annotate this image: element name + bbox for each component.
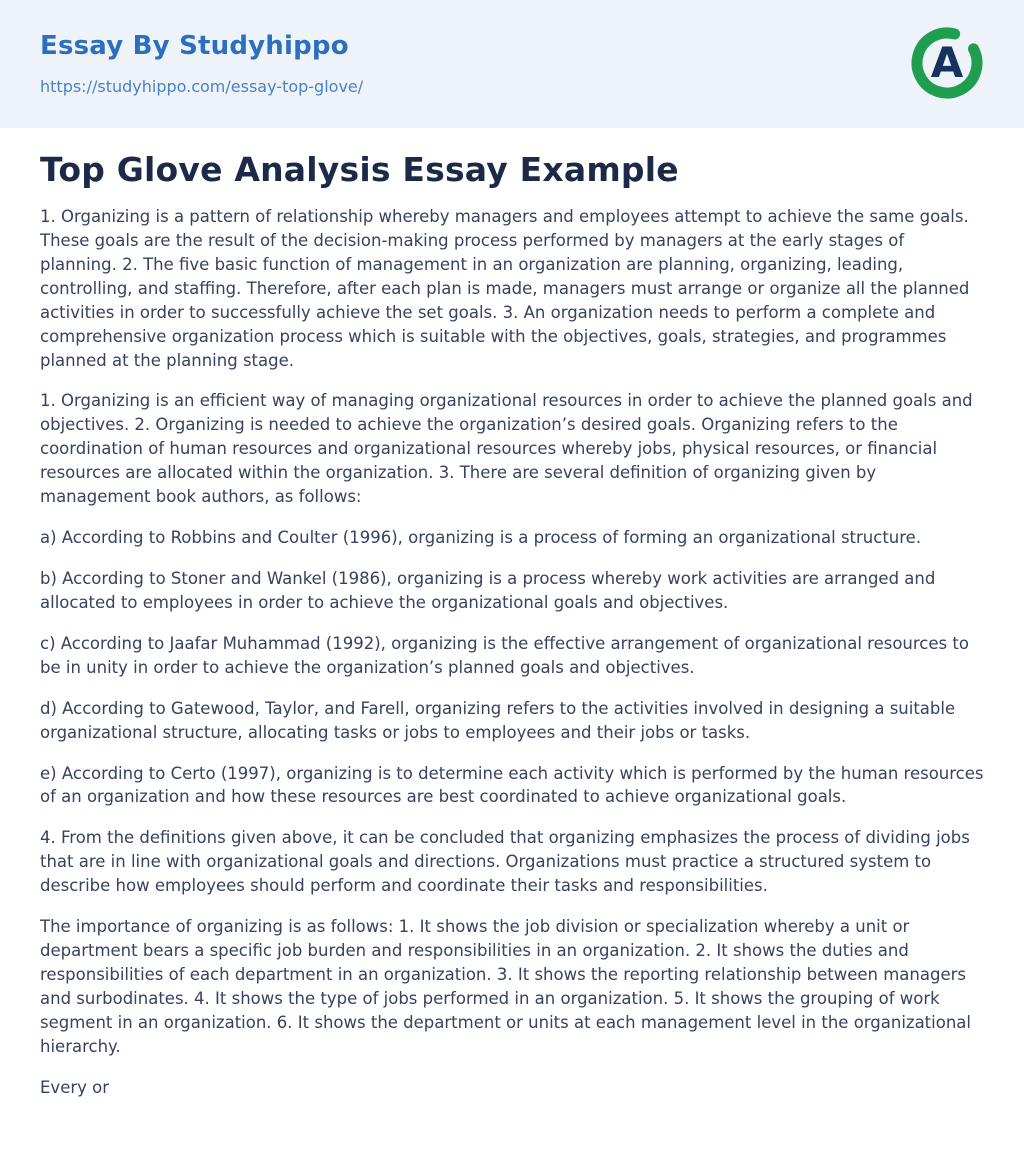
site-title: Essay By Studyhippo [40,30,349,61]
essay-paragraph: Every or [40,1077,110,1097]
studyhippo-logo [910,26,984,100]
essay-paragraph: The importance of organizing is as follows: 1. It shows the job division or specialization whereby a unit or department bears a specific job burden and responsibilities in an organization. 2. It shows the duties and responsibilities of each department in an organization. 3. It shows the reporting relationship between managers and surbodinates. 4. It shows the type of jobs performed in an organization. 5. It shows the grouping of work segment in an organization. 6. It shows the department or units at each management level in the organizational hierarchy. [40,917,971,1056]
essay-body [40,205,984,1100]
header [0,0,1024,128]
header-text-block [40,31,363,96]
main-content [0,128,1024,1157]
essay-paragraph: d) According to Gatewood, Taylor, and Farell, organizing refers to the activities involved in designing a suitable organizational structure, allocating tasks or jobs to employees and their jobs or tasks. [40,698,956,742]
essay-paragraph: e) According to Certo (1997), organizing is to determine each activity which is performed by the human resources of an organization and how these resources are best coordinated to achieve organizational goals. [40,763,984,807]
essay-url-link[interactable]: https://studyhippo.com/essay-top-glove/ [40,76,364,96]
essay-paragraph: 4. From the definitions given above, it can be concluded that organizing emphasizes the process of dividing jobs that are in line with organizational goals and directions. Organizations must practice a structured system to describe how employees should perform and coordinate their tasks and responsibilities. [40,828,970,896]
essay-paragraph: 1. Organizing is an efficient way of managing organizational resources in order to achieve the planned goals and objectives. 2. Organizing is needed to achieve the organization’s desired goals. Organizing refers to the coordination of human resources and organizational resources whereby jobs, physical resources, or financial resources are allocated within the organization. 3. There are several definition of organizing given by management book authors, as follows: [40,391,973,507]
essay-paragraph: 1. Organizing is a pattern of relationship whereby managers and employees attempt to achieve the same goals. These goals are the result of the decision-making process performed by managers at the early stages of planning. 2. The five basic function of management in an organization are planning, organizing, leading, controlling, and staffing. Therefore, after each plan is made, managers must arrange or organize all the planned activities in order to successfully achieve the set goals. 3. An organization needs to perform a complete and comprehensive organization process which is suitable with the objectives, goals, strategies, and programmes planned at the planning stage. [40,207,970,370]
essay-paragraph: c) According to Jaafar Muhammad (1992), organizing is the effective arrangement of organizational resources to be in unity in order to achieve the organization’s planned goals and objectives. [40,633,969,677]
essay-title: Top Glove Analysis Essay Example [40,150,679,189]
essay-paragraph: a) According to Robbins and Coulter (1996), organizing is a process of forming an organizational structure. [40,528,922,548]
studyhippo-logo-icon [910,26,984,100]
essay-paragraph: b) According to Stoner and Wankel (1986), organizing is a process whereby work activities are arranged and allocated to employees in order to achieve the organizational goals and objectives. [40,568,936,612]
logo-letter: A [930,38,964,87]
